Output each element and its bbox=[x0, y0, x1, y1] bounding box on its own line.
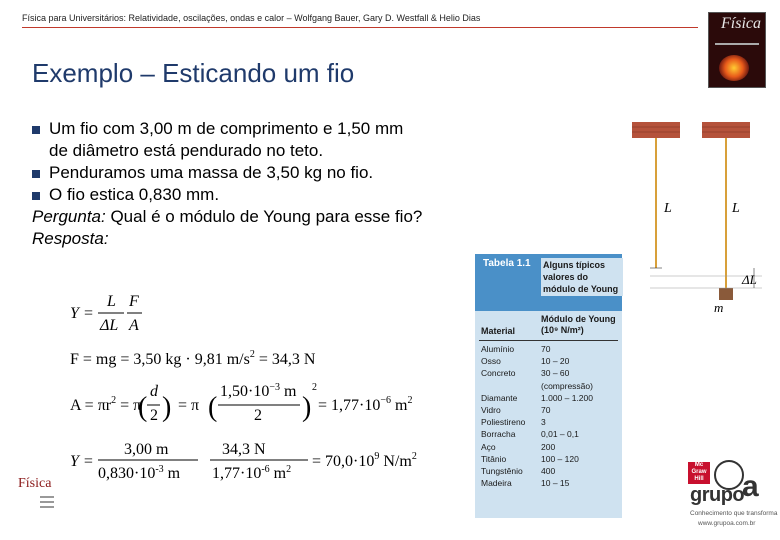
svg-text:A = πr2 = π bbox=[70, 395, 141, 414]
f2-lhs: F = mg = 3,50 kg · 9,81 m/s bbox=[70, 351, 250, 368]
table-cell-material: Alumínio bbox=[481, 344, 515, 354]
table-cell-value: 3 bbox=[541, 417, 546, 428]
fisica-logo bbox=[18, 476, 88, 526]
svg-text:F = mg = 3,50 kg · 9,81 m/s2 = bbox=[70, 349, 316, 368]
ceiling-left-bricks bbox=[632, 122, 680, 138]
f4-resunit: N/m bbox=[379, 453, 412, 470]
f1-A: A bbox=[129, 317, 139, 334]
f3-paren-close: ) bbox=[162, 392, 172, 423]
table-row bbox=[481, 466, 621, 478]
header-divider bbox=[22, 27, 698, 28]
formula-area bbox=[70, 382, 412, 424]
table-row bbox=[481, 405, 621, 417]
question-text: Qual é o módulo de Young para esse fio? bbox=[105, 207, 423, 226]
table-cell-value: 30 – 60 bbox=[541, 368, 570, 379]
f4-Y: Y = bbox=[70, 453, 94, 470]
table-col-modulus: Módulo de Young (10⁹ N/m²) bbox=[541, 314, 616, 335]
f3-numexp: −3 bbox=[269, 382, 280, 393]
table-cell-value: 1.000 – 1.200 bbox=[541, 392, 593, 403]
svg-text:0,830·10-3 m bbox=[98, 464, 181, 482]
f4-d1exp: -3 bbox=[155, 464, 164, 475]
table-cell-value: 70 bbox=[541, 344, 551, 354]
ceiling-right-bricks bbox=[702, 122, 750, 138]
table-cell-value: 10 – 15 bbox=[541, 478, 570, 489]
header-citation: Física para Universitários: Relatividade, oscilações, ondas e calor – Wolfgang Bauer, Gary D. Westfall & Helio Dias bbox=[22, 13, 481, 23]
bullet-item bbox=[32, 184, 422, 206]
f3-num: 1,50·10 bbox=[220, 383, 270, 400]
book-cover-image bbox=[708, 12, 766, 88]
table-cell-value: (compressão) bbox=[541, 380, 593, 391]
bullet-list bbox=[32, 118, 422, 250]
f4-d2uexp: 2 bbox=[286, 464, 292, 475]
table-body bbox=[481, 344, 621, 490]
table-row bbox=[481, 368, 621, 380]
bullet-item bbox=[32, 118, 422, 140]
f4-n2: 34,3 N bbox=[222, 441, 266, 458]
f1-dL: ΔL bbox=[100, 317, 119, 334]
table-cell-material: Poliestireno bbox=[481, 417, 526, 428]
bullet-item-continuation bbox=[32, 140, 422, 162]
f4-res: = 70,0·10 bbox=[312, 453, 375, 470]
grupo-tagline: Conhecimento que transforma bbox=[690, 510, 778, 517]
fisica-logo-lines bbox=[18, 496, 54, 508]
table-row bbox=[481, 381, 621, 393]
slide-title: Exemplo – Esticando um fio bbox=[32, 58, 355, 88]
f3-d: d bbox=[150, 383, 158, 400]
cover-bar bbox=[715, 43, 759, 45]
bullet-text: de diâmetro está pendurado no teto. bbox=[49, 141, 324, 160]
f3-two: 2 bbox=[150, 407, 158, 424]
mcgraw-hill-logo: Mc Graw Hill bbox=[688, 462, 710, 484]
f3-resunit: m bbox=[391, 397, 408, 414]
answer-label: Resposta: bbox=[32, 229, 109, 248]
svg-text:1,77·10-6 m2 bbox=[212, 464, 291, 482]
svg-text:1,50·10−3 m bbox=[220, 382, 297, 400]
table-row bbox=[481, 393, 621, 405]
f3-paren-open2: ( bbox=[208, 392, 218, 423]
fisica-logo-text: Física bbox=[18, 476, 52, 491]
grupo-logo-text: grupo bbox=[690, 484, 745, 506]
bullet-text: O fio estica 0,830 mm. bbox=[49, 185, 220, 204]
grupo-url: www.grupoa.com.br bbox=[698, 520, 756, 527]
f4-d2: 1,77·10 bbox=[212, 465, 262, 482]
table-cell-value: 200 bbox=[541, 441, 556, 452]
f4-resexp: 9 bbox=[374, 451, 380, 462]
table-cell-value: 70 bbox=[541, 404, 551, 415]
f4-resunitexp: 2 bbox=[411, 451, 417, 462]
table-row bbox=[481, 429, 621, 441]
f1-F: F bbox=[129, 293, 139, 310]
f3-lhs: A = πr bbox=[70, 397, 112, 414]
young-modulus-table bbox=[475, 254, 622, 518]
table-description: Alguns típicos valores do módulo de Young bbox=[541, 258, 623, 296]
bullet-marker-icon bbox=[32, 192, 40, 200]
answer-line bbox=[32, 228, 422, 250]
bullet-text: Um fio com 3,00 m de comprimento e 1,50 mm bbox=[49, 119, 404, 138]
svg-text:= 1,77·10−6 m2 bbox=[318, 395, 412, 414]
f4-d2exp: -6 bbox=[261, 464, 270, 475]
table-cell-material: Titânio bbox=[481, 453, 507, 464]
table-row bbox=[481, 454, 621, 466]
grupo-a-letter: a bbox=[742, 470, 759, 503]
table-cell-value: 100 – 120 bbox=[541, 453, 579, 464]
table-cell-value: 10 – 20 bbox=[541, 356, 570, 367]
table-header-rule bbox=[479, 340, 618, 341]
table-cell-value: 400 bbox=[541, 465, 556, 476]
table-row bbox=[481, 344, 621, 356]
label-mass: m bbox=[714, 300, 724, 315]
f1-L: L bbox=[107, 293, 116, 310]
f3-paren-open: ( bbox=[138, 392, 148, 423]
table-row bbox=[481, 417, 621, 429]
f3-two2: 2 bbox=[254, 407, 262, 424]
table-row bbox=[481, 442, 621, 454]
f2-sup: 2 bbox=[249, 349, 255, 360]
f3-sup: 2 bbox=[111, 395, 117, 406]
f3-paren-close2: ) bbox=[302, 392, 312, 423]
f1-Y: Y bbox=[70, 305, 79, 322]
f3-resunitexp: 2 bbox=[407, 395, 413, 406]
bullet-item bbox=[32, 162, 422, 184]
label-L-right: L bbox=[732, 201, 740, 216]
cover-spark-graphic bbox=[719, 55, 749, 81]
label-L-left: L bbox=[664, 201, 672, 216]
svg-text:= 70,0·109 N/m2 bbox=[312, 451, 417, 470]
table-row bbox=[481, 478, 621, 490]
formula-young-result bbox=[70, 441, 417, 482]
table-cell-material: Aço bbox=[481, 441, 496, 452]
table-cell-material: Concreto bbox=[481, 368, 516, 379]
label-delta-L: ΔL bbox=[742, 272, 757, 287]
table-cell-value: 0,01 – 0,1 bbox=[541, 429, 579, 440]
table-col-material: Material bbox=[481, 326, 516, 336]
bullet-text: Penduramos uma massa de 3,50 kg no fio. bbox=[49, 163, 374, 182]
bullet-marker-icon bbox=[32, 126, 40, 134]
f4-d1u: m bbox=[163, 465, 181, 482]
f3-eq2: = π bbox=[178, 397, 200, 414]
question-label: Pergunta: bbox=[32, 207, 106, 226]
f3-sq: 2 bbox=[312, 382, 317, 393]
hanging-mass bbox=[719, 288, 733, 300]
table-cell-material: Osso bbox=[481, 356, 501, 367]
f4-d2u: m bbox=[269, 465, 287, 482]
table-number: Tabela 1.1 bbox=[483, 258, 531, 269]
f3-resexp: −6 bbox=[380, 395, 391, 406]
table-cell-material: Tungstênio bbox=[481, 465, 523, 476]
table-row bbox=[481, 356, 621, 368]
f3-eq: = π bbox=[116, 397, 142, 414]
book-cover-title: Física bbox=[721, 15, 761, 32]
table-cell-material: Madeira bbox=[481, 478, 512, 489]
question-line bbox=[32, 206, 422, 228]
hanging-wire-diagram bbox=[622, 118, 772, 318]
f4-n1: 3,00 m bbox=[124, 441, 169, 458]
f1-eq: = bbox=[84, 305, 94, 322]
formula-force bbox=[70, 349, 316, 368]
formula-block bbox=[50, 292, 470, 504]
f3-res: = 1,77·10 bbox=[318, 397, 381, 414]
table-cell-material: Vidro bbox=[481, 404, 501, 415]
f2-rhs: = 34,3 N bbox=[254, 351, 316, 368]
f3-unit: m bbox=[279, 383, 297, 400]
formula-young-definition bbox=[70, 293, 142, 334]
table-cell-material: Diamante bbox=[481, 392, 518, 403]
table-cell-material: Borracha bbox=[481, 429, 516, 440]
bullet-marker-icon bbox=[32, 170, 40, 178]
f4-d1: 0,830·10 bbox=[98, 465, 156, 482]
